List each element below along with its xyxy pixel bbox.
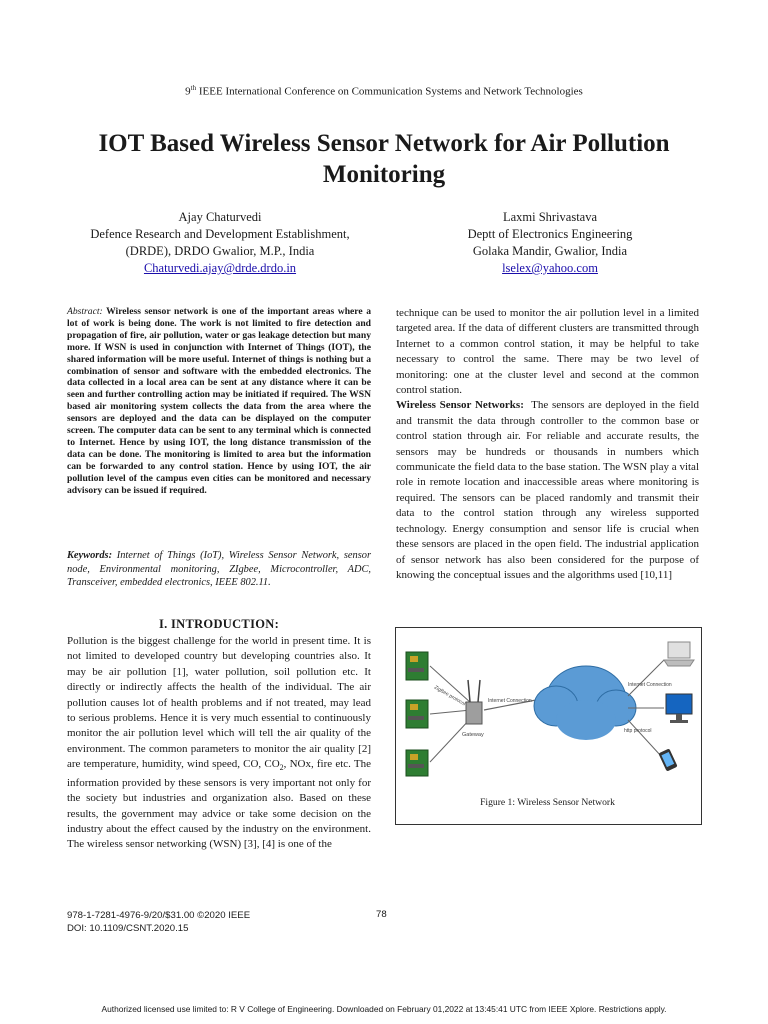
footer-isbn: 978-1-7281-4976-9/20/$31.00 ©2020 IEEE xyxy=(67,910,251,921)
desktop-computer-icon xyxy=(666,694,692,723)
author-block-1 xyxy=(60,209,380,277)
subscript: 2 xyxy=(279,763,284,773)
footer-doi: DOI: 10.1109/CSNT.2020.15 xyxy=(67,923,189,934)
right-column-text xyxy=(396,306,699,583)
introduction-text xyxy=(67,634,371,853)
abstract-text: Wireless sensor network is one of the important areas where a lot of work is being done. The work is not limited to fire detection and propagation of fire, air pollution, water or gas leakage detection but many more. If WSN is used in conjunction with Internet of Things (IOT), the shared information will be more useful. Internet of things is nothing but a combination of sensor and software with the embedded electronics. The data collected in a local area can be sent at any distance where it can be seen and further controlling action may be initiated if required. The WSN based air monitoring system collects the data from the area where the sensors are deployed and the data can be displayed on the computer screen. The computer data can be sent to any terminal which is connected to Internet. Hence by using IOT, the long distance transmission of the data can be done. The monitoring is limited to area but the information can be forwarded to any control station. Hence by using IOT, the air pollution level of the campus even cities can be monitored and necessary advisory can be issued if required. xyxy=(67,306,371,496)
internet-connection-label: Internet Connection xyxy=(628,682,672,688)
wsn-paragraph xyxy=(396,398,699,583)
gateway-label: Gateway xyxy=(462,732,484,738)
conference-ordinal-suffix: th xyxy=(190,84,197,92)
section-heading-introduction: I. INTRODUCTION: xyxy=(158,617,280,631)
author-affiliation: Golaka Mandir, Gwalior, India xyxy=(472,244,628,258)
author-affiliation: Defence Research and Development Establishment, xyxy=(90,227,350,241)
right-column-paragraph: technique can be used to monitor the air pollution level in a limited targeted area. If the data of different clusters are transmitted through Internet to a common control station, it may be helpful to take necessary to control the same. There may be two level of monitoring: one at the cluster level and second at the common control station. xyxy=(396,307,699,397)
author-name: Ajay Chaturvedi xyxy=(178,210,262,224)
internet-connection-label: Internet Connection xyxy=(488,698,532,704)
conference-ordinal: 9 xyxy=(185,85,191,98)
author-name: Laxmi Shrivastava xyxy=(502,210,598,224)
abstract-label: Abstract: xyxy=(67,306,103,317)
keywords-label: Keywords: xyxy=(67,550,113,561)
sensor-node-icon xyxy=(406,750,428,776)
gateway-icon xyxy=(466,680,482,724)
http-protocol-label: http protocol xyxy=(624,728,652,734)
wsn-text: The sensors are deployed in the field and transmit the data through controller to the common base or control station through air. For reliable and accurate results, the sensors may be hundreds or thousands in numbers which communicate the field data to the base station. The WSN play a vital role in remote location and inaccessible areas where monitoring is required. The sensors can be placed randomly and transmit their data to the control station through any wireless supported technology. Energy consumption and sensor life is crucial when these sensors are placed in the open field. The industrial application of sensor network has also been considered for the purpose of knowing the conceptual issues and the algorithms used [10,11] xyxy=(396,399,700,581)
intro-text-part2: , NOx, fire etc. The information provided by these sensors is very important not only for the society but industries and organization also. Based on these results, the government may advice or take some decision on the industry about the effect caused by the industry on the environment. The wireless sensor networking (WSN) [3], [4] is one of the xyxy=(67,758,371,851)
keywords xyxy=(67,549,371,590)
author-email-link[interactable]: lselex@yahoo.com xyxy=(502,261,598,275)
author-affiliation: (DRDE), DRDO Gwalior, M.P., India xyxy=(125,244,315,258)
laptop-icon xyxy=(664,642,694,666)
sensor-node-icon xyxy=(406,700,428,728)
page-number: 78 xyxy=(376,909,387,920)
keywords-text: Internet of Things (IoT), Wireless Sensor Network, sensor node, Environmental monitoring, ZIgbee, Microcontroller, ADC, Transceiver, embedded electronics, IEEE 802.11. xyxy=(67,550,371,589)
figure-wireless-sensor-network xyxy=(395,627,702,825)
abstract xyxy=(67,306,371,497)
author-email-link[interactable]: Chaturvedi.ajay@drde.drdo.in xyxy=(143,261,297,275)
wsn-heading: Wireless Sensor Networks: xyxy=(396,399,524,412)
cloud-icon xyxy=(534,666,636,740)
zigbee-label: ZigBee protocol xyxy=(433,684,467,708)
mobile-phone-icon xyxy=(658,748,677,771)
intro-text-part1: Pollution is the biggest challenge for the world in present time. It is not limited to developed country but developing countries also. It may be air pollution [1], water pollution, soil pollution etc. It directly or indirectly affects the health of the individual. The air pollution causes lot of health problems and if not treated, may lead to serious problems. Hence it is very much essential to continuously monitor the air pollution level which will tell the air quality of the environment. The common parameters to monitor the air quality [2] are temperature, humidity, wind speed, CO, CO xyxy=(67,635,371,771)
author-affiliation: Deptt of Electronics Engineering xyxy=(467,227,633,241)
conference-header xyxy=(0,84,768,98)
wsn-diagram xyxy=(396,628,701,793)
figure-caption: Figure 1: Wireless Sensor Network xyxy=(480,797,615,808)
paper-title: IOT Based Wireless Sensor Network for Air Pollution Monitoring xyxy=(98,130,670,188)
footer-left xyxy=(67,909,250,935)
author-block-2 xyxy=(390,209,710,277)
conference-name: IEEE International Conference on Communication Systems and Network Technologies xyxy=(198,85,583,98)
license-notice: Authorized licensed use limited to: R V College of Engineering. Downloaded on February 01,2022 at 13:45:41 UTC from IEEE Xplore. Restrictions apply. xyxy=(101,1004,667,1014)
sensor-node-icon xyxy=(406,652,428,680)
